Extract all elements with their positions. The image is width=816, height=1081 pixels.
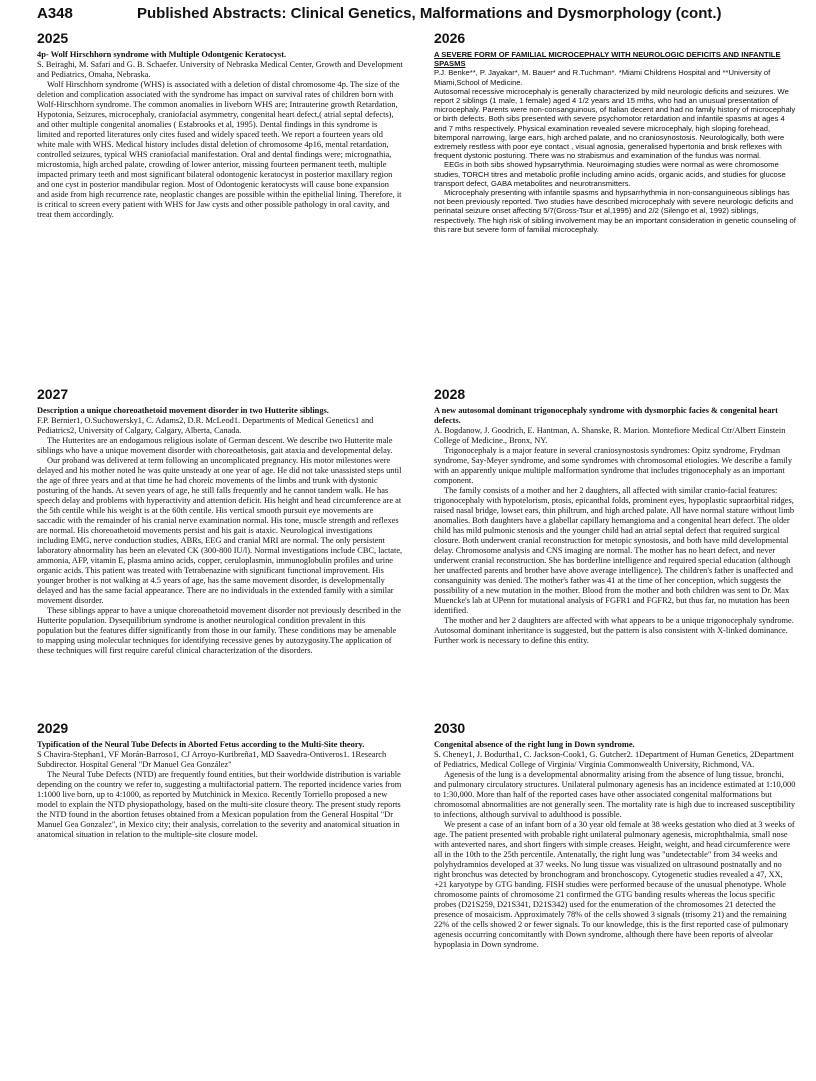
abstract-paragraph: The Neural Tube Defects (NTD) are frequently found entities, but their worldwide distribution is variable depending on the country we refer to, suggesting a multifactorial pattern. The reported incidence varies from 1:1000 live born, up to 4:1000, as reported by Mutchinick in Mexico. Recently Torriello proposed a new model to explain the NTD physiopathology, based on the multi-site closure theory. The present study reports the NTD found in the abortion fetuses obtained from a Mexican population from the General Hospital "Dr Manuel Gea Gonzalez", in Mexico city; their analysis, correlation to the severity and anatomical situation in anatomical situation in relation to the multiple-site closure model. [37, 770, 402, 839]
abstract-paragraph: Wolf Hirschhorn syndrome (WHS) is associated with a deletion of distal chromosome 4p. The size of the deletion and complication associated with the syndrome has impact on survival rates of children born with Wolf-Hirschhorn syndrome. The common anomalies in liveborn WHS are; Intrauterine growth Retardation, Hypotonia, Seizures, microcephaly, craniofacial asymmetry, congenital heart defect,( atrial septal defects), and other multiple congenital anomalies ( Estabrooks et al, 1995). Dental findings in this syndrome is limited and reported literatures only cites fused and widely spaced teeth. We report a fourteen years old white male with WHS. Medical history includes distal deletion of chromosome 4p16, mental retardation, controlled seizures, typical WHS craniofacial manifestation. Oral and dental findings were; micrognathia, microstomia, high arched palate, crowding of lower anterior, missing fourteen permanent teeth, multiple impacted primary teeth and most significant bilateral odontogenic keratocyst in posterior maxillary region and one cyst in posterior mandibular region. Most of Odontogenic keratocysts will cause bone expansion and aside from high recurrence rate, neoplastic changes are possible within the epithelial lining. Therefore, it is critical to screen every patient with WHS for Jaw cysts and other possible pathology in oral cavity, and treat them accordingly. [37, 80, 402, 219]
abstract-paragraph: The Hutterites are an endogamous religious isolate of German descent. We describe two Hutterite male siblings who have a unique movement disorder with choreoathetosis, gait ataxia and developmental delay. [37, 436, 393, 455]
abstract-body [37, 80, 403, 220]
abstract-body [434, 87, 796, 234]
abstract-number: 2030 [434, 720, 466, 736]
abstract-authors: F.P. Bernier1, O.Suchowersky1, C. Adams2, D.R. McLeod1. Departments of Medical Genetics1 and Pediatrics2, University of Calgary, Calgary, Alberta, Canada. [37, 416, 374, 435]
abstract-paragraph: We present a case of an infant born of a 30 year old female at 38 weeks gestation who died at 3 weeks of age. The patient presented with probable right unilateral pulmonary agenesis, microphthalmia, small nose with anteverted nares, and short fingers with simple creases. Height, weight, and head circumference were all in the 10th to the 25th percentile. Antenatally, the right lung was "undetectable" from 34 weeks and polyhydramnios developed at 37 weeks. No lung tissue was visualized on ultrasound postnatally and no right bronchus was detected by bronchogram and bronchoscopy. Cytogenetic studies revealed a 47, XX, +21 karyotype by GTG banding. FISH studies were performed because of the unusual phenotype. Whole chromosome paints of chromosome 21 confirmed the GTG banding results whereas the locus specific probes (D21S259, D21S341, D21S342) used for the enumeration of the chromosomes 21 detected the presence of mosaicism. Approximately 78% of the cells showed 3 signals (trisomy 21) and the remaining 22% of the cells showed 2 or fewer signals. To our knowledge, this is the first reported case of pulmonary agenesis occurring concomitantly with Down syndrome, although there have been reports of alveolar hypoplasia in Down syndrome. [434, 820, 795, 949]
abstract-number: 2026 [434, 30, 466, 46]
abstract-title: 4p- Wolf Hirschhorn syndrome with Multiple Odontgenic Keratocyst. [37, 50, 287, 59]
abstract-paragraph: Autosomal recessive microcephaly is generally characterized by mild neurologic deficits and seizures. We report 2 siblings (1 male, 1 female) aged 4 1/2 years and 15 mths, who had an unusual presentation of microcephaly. Parents were non-consanguinous, of Italian decent and had no family history of microcephaly or birth defects. Both sibs presented with severe psychomotor retardation and infantile spasms at ages 4 and 7 mths respectively. Physical examination revealed severe microcephaly, high sloping forehead, bitemporal narrowing, large ears, high arched palate, and no craniosynostosis. Neurologically, both were extremely restless with poor eye contact , visual agnosia, generalised hypertonia and brisk reflexes with frequent dystonic posturing. There was no strabismus and examination of the fundus was normal. [434, 86, 796, 161]
abstract-2028 [434, 386, 796, 698]
abstract-body [434, 446, 796, 646]
abstract-paragraph: Agenesis of the lung is a developmental abnormality arising from the absence of lung tissue, bronchi, and pulmonary circulatory structures. Unilateral pulmonary agenesis has an incidence estimated at 1:10,000 to 1:30,000. More than half of the reported cases have other associated congenital malformations but chromosomal abnormalities are not generally seen. The mortality rate is high due to increased susceptibility to infections, although survival to adulthood is possible. [434, 770, 796, 819]
abstract-number: 2029 [37, 720, 69, 736]
journal-section-title: Published Abstracts: Clinical Genetics, Malformations and Dysmorphology (cont.) [137, 5, 722, 22]
abstract-body [37, 436, 403, 656]
abstract-authors: S Chavira-Stephan1, VF Morán-Barroso1, CJ Arroyo-Kuribreña1, MD Saavedra-Ontiveros1. 1Research Subdirector. Hospital General "Dr Manuel Gea González" [37, 750, 387, 769]
abstract-authors: A. Bogdanow, J. Goodrich, E. Hantman, A. Shanske, R. Marion. Montefiore Medical Ctr/Albert Einstein College of Medicine., Bronx, NY. [434, 426, 786, 445]
abstract-paragraph: Microcephaly presenting with infantile spasms and hypsarrhythmia in non-consanguineous siblings has not been previously reported. Two studies have described microcephaly with severe neurologic deficits and perinatal seizure onset affecting 5/7(Gross-Tsur et al,1995) and 2/2 (Silengo et al, 1992) siblings, respectively. The high risk of sibling involvement may be an important consideration in genetic counseling of this rare but severe form of familial microcephaly. [434, 188, 796, 234]
abstract-authors: P.J. Benke**, P. Jayakar*, M. Bauer* and R.Tuchman*. *Miami Childrens Hospital and **University of Miami,School of Medicine. [434, 68, 771, 87]
abstract-2030 [434, 720, 796, 1075]
abstract-paragraph: EEGs in both sibs showed hypsarrythmia. Neuroimaging studies were normal as were chromosome studies, TORCH titres and metabolic profile including amino acids, organic acids, and studies for glucose transport defect, GABA metabolites and neurotransmitters. [434, 160, 786, 188]
abstract-paragraph: Trigonocephaly is a major feature in several craniosynostosis syndromes: Opitz syndrome, Frydman syndrome, Say-Meyer syndrome, and some syndromes with chromosomal etiologies. We describe a family with an apparently unique multiple malformation syndrome that includes trigonocephaly as an important component. [434, 446, 793, 485]
abstract-body [434, 770, 796, 950]
abstract-number: 2028 [434, 386, 466, 402]
abstract-paragraph: The family consists of a mother and her 2 daughters, all affected with similar cranio-facial features: trigonocephaly with hypotelorism, ptosis, epicanthal folds, prominent eyes, hypoplastic supraorbital ridges, raised nasal bridge, lowset ears, thin philtrum, and high arched palate. All have normal stature without limb anomalies. Both daughters have a glabellar capillary hemangioma and a congenital heart defect. The older child has mild pulmonic stenosis and the younger child had an atrial septal defect that required surgical closure. Both underwent cranial reconstruction for metopic synostosis, and both have mild developmental delay. Chromosome analysis and CNS imaging are normal. The mother has no heart defect, and never underwent cranial reconstruction. She has borderline intelligence and required special education (although her unaffected parents and brother have above average intelligence). The children's father is unaffected and consanguinity was denied. The mother's father was 41 at the time of her conception, which suggests the possibility of a new mutation in the mother. Blood from the mother and both children was sent to Dr. Max Muencke's lab at UPenn for mutational analysis of FGFR1 and FGFR2, but thus far, no mutation has been identified. [434, 486, 795, 615]
abstract-title: Congenital absence of the right lung in Down syndrome. [434, 740, 635, 749]
page-header [37, 5, 797, 27]
abstract-number: 2025 [37, 30, 69, 46]
abstract-title: Typification of the Neural Tube Defects in Aborted Fetus according to the Multi-Site theory. [37, 740, 365, 749]
abstract-number: 2027 [37, 386, 69, 402]
abstract-paragraph: These siblings appear to have a unique choreoathetoid movement disorder not previously described in the Hutterite population. Dysequilibrium syndrome is another neurological condition prevalent in this population but the features differ significantly from those in our family. These conditions may be amenable to mapping using molecular techniques for identifying recessive genes by autozygosity.The application of these techniques will first require careful clinical characterization of the disorders. [37, 606, 401, 655]
page-number: A348 [37, 5, 73, 22]
abstract-title: A new autosomal dominant trigonocephaly syndrome with dysmorphic facies & congenital heart defects. [434, 406, 778, 425]
abstract-2029 [37, 720, 403, 890]
abstract-paragraph: The mother and her 2 daughters are affected with what appears to be a unique trigonocephaly syndrome. Autosomal dominant inheritance is suggested, but the pattern is also consistent with X-linked dominance. Further work is necessary to define this entity. [434, 616, 794, 645]
abstract-2026 [434, 30, 796, 360]
abstract-authors: S. Beiraghi, M. Safari and G. B. Schaefer. University of Nebraska Medical Center, Growth and Development and Pediatrics, Omaha, Nebraska. [37, 60, 403, 79]
abstract-2025 [37, 30, 403, 360]
abstract-title: A SEVERE FORM OF FAMILIAL MICROCEPHALY WITH NEUROLOGIC DEFICITS AND INFANTILE SPASMS [434, 50, 781, 69]
abstract-body [37, 770, 403, 840]
abstract-authors: S. Cheney1, J. Bodurtha1, C. Jackson-Cook1, G. Gutcher2. 1Department of Human Genetics, 2Department of Pediatrics, Medical College of Virginia/ Virginia Commonwealth University, Richmond, VA. [434, 750, 794, 769]
abstract-title: Description a unique choreoathetoid movement disorder in two Hutterite siblings. [37, 406, 329, 415]
abstract-2027 [37, 386, 403, 698]
abstract-paragraph: Our proband was delivered at term following an uncomplicated pregnancy. His motor milestones were delayed and his mother noted he was quite unsteady at one year of age. He did not take unassisted steps until the age of three years and at that time he had choreic movements of the limbs and trunk with dystonic posturing of the hands. At seven years of age, he still falls frequently and he cannot tandem walk. He has speech delay and problems with hyperactivity and attention deficit. His height and head circumference are at the 5th centile while his weight is at the 60th centile. His vertical smooth pursuit eye movements are saccadic with the remainder of his cranial nerve examination normal. His tone, muscle strength and reflexes are normal. His choreoathetoid movements persist and his gait is ataxic. Neurological investigations including EMG, nerve conduction studies, ABRs, EEG and cranial MRI are normal. The only persistent laboratory abnormality has been an elevated CK (300-800 IU/l). Normal investigations include CBC, lactate, ammonia, AFP, vitamin E, plasma amino acids, copper, ceruloplasmin, immunoglobulin profiles and urine organic acids. This patient was treated with Tetrabenazine with significant functional improvement. His younger brother is not walking at 4.5 years of age, has the same movement disorder, is developmentally delayed and has the same facial appearance. There are no individuals in the extended family with a similar movement disorder. [37, 456, 403, 605]
